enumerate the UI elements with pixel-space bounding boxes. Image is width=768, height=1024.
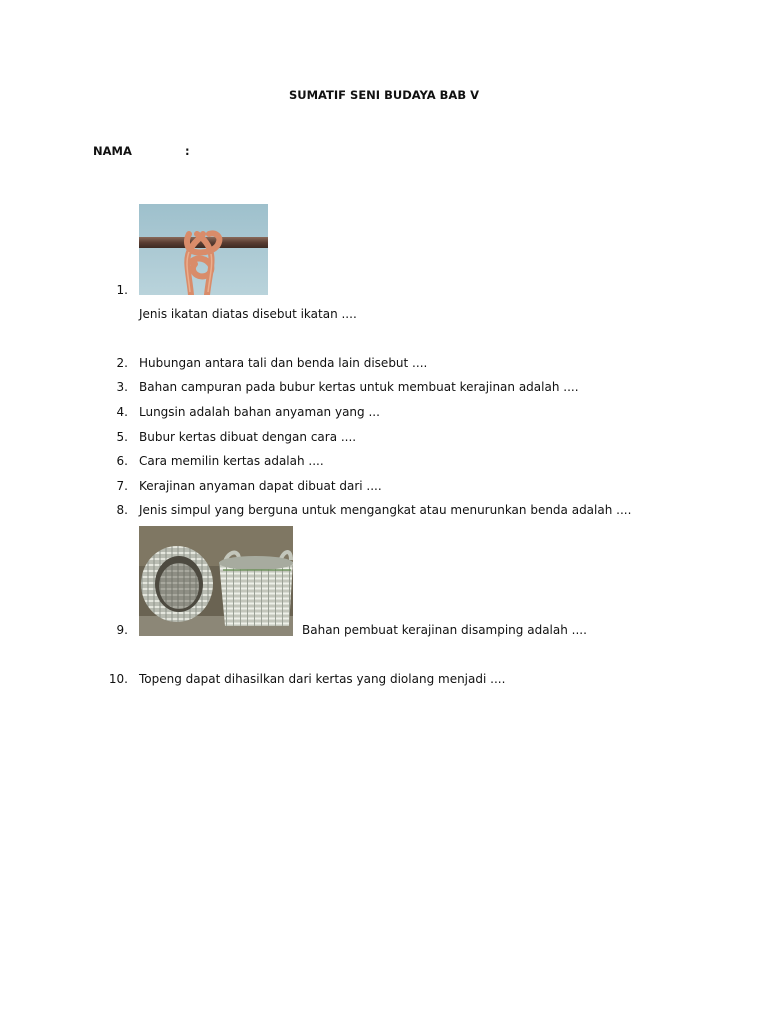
question-text: Bahan campuran pada bubur kertas untuk membuat kerajinan adalah .... (139, 380, 579, 394)
question-number: 7. (116, 479, 128, 493)
question-text: Bubur kertas dibuat dengan cara .... (139, 430, 357, 444)
question-text: Bahan pembuat kerajinan disamping adalah .... (302, 623, 587, 637)
question-text: Kerajinan anyaman dapat dibuat dari .... (139, 479, 382, 493)
question-text: Jenis simpul yang berguna untuk mengangkat atau menurunkan benda adalah .... (139, 503, 632, 517)
question-number: 8. (116, 503, 128, 517)
question-text: Jenis ikatan diatas disebut ikatan .... (139, 307, 357, 321)
question-number: 4. (116, 405, 128, 419)
question-number: 6. (116, 454, 128, 468)
name-colon: : (185, 144, 190, 158)
page-title: SUMATIF SENI BUDAYA BAB V (288, 88, 479, 102)
basket-image (139, 526, 293, 636)
question-text: Cara memilin kertas adalah .... (139, 454, 324, 468)
question-text: Lungsin adalah bahan anyaman yang ... (139, 405, 380, 419)
question-number: 3. (116, 380, 128, 394)
name-label: NAMA (93, 144, 132, 158)
question-number: 10. (108, 672, 128, 686)
question-text: Hubungan antara tali dan benda lain disebut .... (139, 356, 428, 370)
question-text: Topeng dapat dihasilkan dari kertas yang diolang menjadi .... (139, 672, 506, 686)
question-number: 2. (116, 356, 128, 370)
question-number: 1. (116, 283, 128, 297)
rope-knot-image (139, 204, 268, 295)
question-number: 5. (116, 430, 128, 444)
question-number: 9. (116, 623, 128, 637)
